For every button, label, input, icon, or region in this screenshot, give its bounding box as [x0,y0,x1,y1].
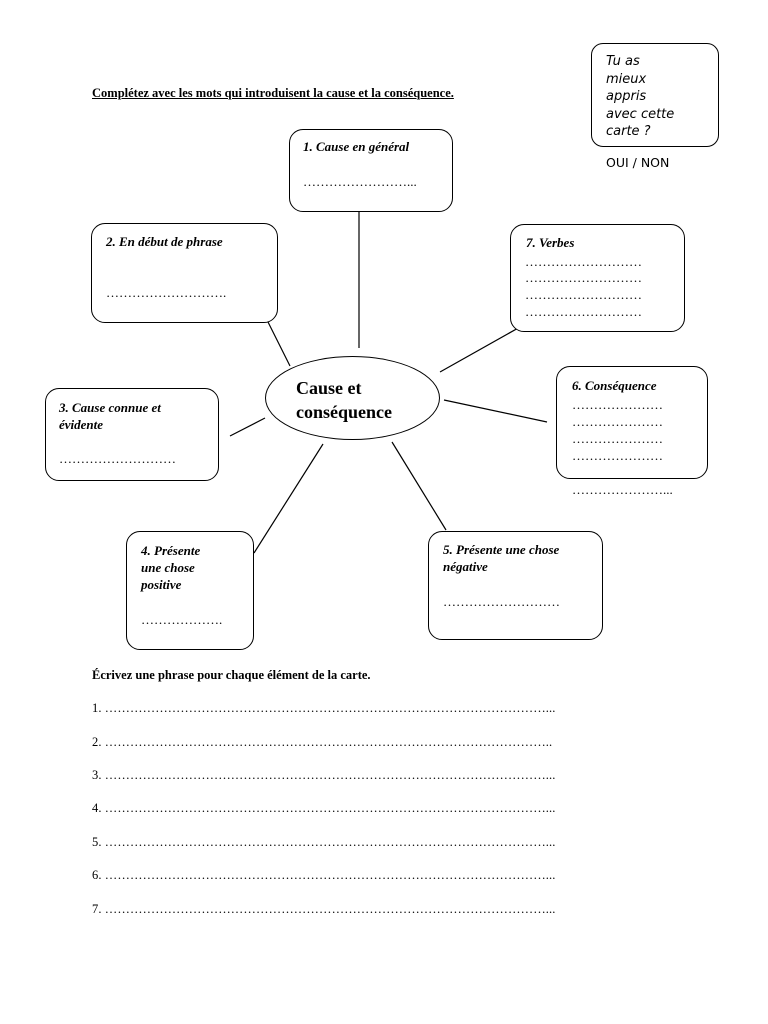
connector-consequence [444,400,547,422]
answer-blank[interactable]: ………………… [572,431,663,446]
node-title: 3. Cause connue et évidente [59,400,161,432]
answer-blank[interactable]: ………………… [572,397,663,412]
answer-blank[interactable]: ………………… [572,448,663,463]
answer-blank[interactable]: ……………………… [525,270,642,285]
answer-blank[interactable]: ………………… [572,414,663,429]
answer-blank[interactable]: ……………………… [525,287,642,302]
answer-blank[interactable]: ……………………… [525,304,642,319]
connector-debut-phrase [266,318,290,366]
sentence-line-3[interactable]: 3. ……………………………………………………………………………………………... [92,768,556,782]
center-label: Cause et conséquence [296,378,392,422]
connector-chose-negative [392,442,446,530]
node-cause-connue [45,388,219,481]
sentence-line-2[interactable]: 2. …………………………………………………………………………………………….. [92,735,553,749]
writing-instruction: Écrivez une phrase pour chaque élément de la carte. [92,668,371,682]
answer-blank[interactable]: ……………………… [443,594,560,609]
answer-blank[interactable]: ……………………… [59,451,176,466]
instruction-text: Complétez avec les mots qui introduisent la cause et la conséquence. [92,86,454,100]
self-check-box [591,43,719,147]
connector-cause-connue [230,418,265,436]
node-title: 5. Présente une chose négative [443,542,560,574]
node-chose-positive [126,531,254,650]
node-title: 7. Verbes [526,235,575,250]
node-title: 1. Cause en général [303,139,410,154]
self-check-question: Tu as mieux appris avec cette carte ? [606,54,675,139]
node-debut-phrase [91,223,278,323]
node-cause-general [289,129,453,212]
sentence-line-5[interactable]: 5. ……………………………………………………………………………………………... [92,835,556,849]
sentence-line-6[interactable]: 6. ……………………………………………………………………………………………... [92,868,556,882]
answer-blank[interactable]: …………………... [572,482,673,497]
self-check-options[interactable]: OUI / NON [606,155,670,170]
connector-chose-positive [254,444,323,553]
center-node [265,356,440,440]
answer-blank[interactable]: ………………. [141,612,223,627]
node-consequence [556,366,708,497]
node-verbes [510,224,685,332]
sentence-line-7[interactable]: 7. ……………………………………………………………………………………………... [92,902,556,916]
answer-blank[interactable]: ……………………... [303,174,417,189]
node-chose-negative [428,531,603,640]
answer-blank[interactable]: ………………………. [106,285,227,300]
node-title: 6. Conséquence [572,378,657,393]
connector-verbes [440,327,520,372]
sentence-line-1[interactable]: 1. ……………………………………………………………………………………………... [92,701,556,715]
node-title: 4. Présente une chose positive [141,543,201,592]
sentence-line-4[interactable]: 4. ……………………………………………………………………………………………... [92,801,556,815]
node-title: 2. En début de phrase [106,234,223,249]
answer-blank[interactable]: ……………………… [525,254,642,269]
